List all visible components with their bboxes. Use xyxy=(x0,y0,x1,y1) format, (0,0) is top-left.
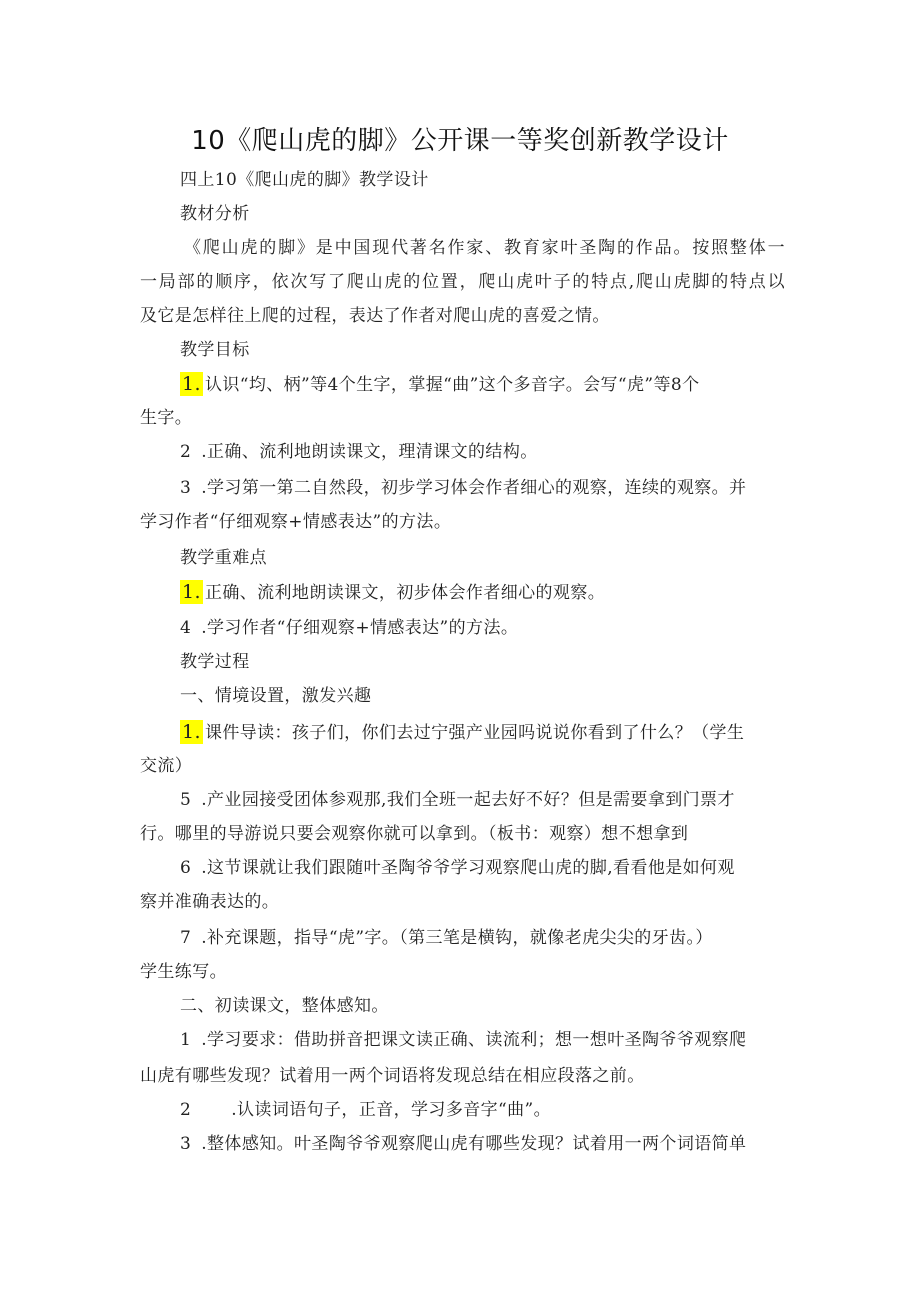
goal-text: .正确、流利地朗读课文，理清课文的结构。 xyxy=(201,442,538,462)
goal-text: .学习第一第二自然段，初步学习体会作者细心的观察，连续的观察。并 xyxy=(201,478,747,498)
reading-text: .认读词语句子，正音，学习多音字“曲”。 xyxy=(231,1100,552,1120)
heading-goals: 教学目标 xyxy=(180,340,250,360)
reading-item-2 xyxy=(180,1100,785,1120)
goal-text: 认识“均、柄”等4个生字，掌握“曲”这个多音字。会写“虎”等8个 xyxy=(204,375,700,395)
item-number: 2 xyxy=(180,442,192,462)
key-item-1 xyxy=(180,580,785,604)
document-title: 10《爬山虎的脚》公开课一等奖创新教学设计 xyxy=(191,126,729,156)
heading-analysis: 教材分析 xyxy=(180,204,250,224)
section-heading-2: 二、初读课文，整体感知。 xyxy=(180,996,389,1016)
process-text: 课件导读：孩子们，你们去过宁强产业园吗说说你看到了什么？（学生 xyxy=(204,723,745,743)
reading-item-1 xyxy=(180,1030,785,1050)
highlighted-number: 1. xyxy=(182,373,201,395)
section-heading-1: 一、情境设置，激发兴趣 xyxy=(180,686,372,706)
reading-text-cont: 山虎有哪些发现？试着用一两个词语将发现总结在相应段落之前。 xyxy=(140,1066,645,1086)
process-item-5 xyxy=(180,790,785,810)
analysis-paragraph-line: 《爬山虎的脚》是中国现代著名作家、教育家叶圣陶的作品。按照整体一 xyxy=(184,238,785,258)
analysis-paragraph-line: 及它是怎样往上爬的过程，表达了作者对爬山虎的喜爱之情。 xyxy=(140,306,610,326)
reading-text: .整体感知。叶圣陶爷爷观察爬山虎有哪些发现？试着用一两个词语简单 xyxy=(201,1134,747,1154)
goal-item-1 xyxy=(180,372,785,396)
goal-text-cont: 学习作者“仔细观察+情感表达”的方法。 xyxy=(140,512,452,532)
process-text-cont: 察并准确表达的。 xyxy=(140,892,280,912)
process-item-1 xyxy=(180,720,785,744)
heading-key-points: 教学重难点 xyxy=(180,548,267,568)
highlighted-number: 1. xyxy=(182,721,201,743)
reading-text: .学习要求：借助拼音把课文读正确、读流利；想一想叶圣陶爷爷观察爬 xyxy=(201,1030,747,1050)
item-number: 1 xyxy=(180,1030,192,1050)
item-number: 3 xyxy=(180,478,192,498)
analysis-paragraph-line: 一局部的顺序，依次写了爬山虎的位置，爬山虎叶子的特点,爬山虎脚的特点以 xyxy=(140,272,785,292)
goal-item-3 xyxy=(180,478,785,498)
process-text-cont: 交流） xyxy=(140,756,193,776)
subtitle: 四上10《爬山虎的脚》教学设计 xyxy=(180,170,429,190)
item-number: 5 xyxy=(180,790,192,810)
reading-item-3 xyxy=(180,1134,785,1154)
item-number: 4 xyxy=(180,618,192,638)
goal-item-2 xyxy=(180,442,785,462)
item-number: 7 xyxy=(180,928,192,948)
process-text: .产业园接受团体参观那,我们全班一起去好不好？但是需要拿到门票才 xyxy=(201,790,735,810)
process-text: .这节课就让我们跟随叶圣陶爷爷学习观察爬山虎的脚,看看他是如何观 xyxy=(201,858,735,878)
item-number: 6 xyxy=(180,858,192,878)
highlighted-number: 1. xyxy=(182,581,201,603)
key-text: .学习作者“仔细观察+情感表达”的方法。 xyxy=(201,618,519,638)
key-item-4 xyxy=(180,618,785,638)
goal-text-cont: 生字。 xyxy=(140,408,193,428)
item-number: 2 xyxy=(180,1100,192,1120)
process-item-7 xyxy=(180,928,785,948)
key-text: 正确、流利地朗读课文，初步体会作者细心的观察。 xyxy=(204,583,606,603)
process-item-6 xyxy=(180,858,785,878)
process-text-cont: 行。哪里的导游说只要会观察你就可以拿到。（板书：观察）想不想拿到 xyxy=(140,824,689,844)
process-text: .补充课题，指导“虎”字。（第三笔是横钩，就像老虎尖尖的牙齿。） xyxy=(201,928,713,948)
process-text-cont: 学生练写。 xyxy=(140,962,227,982)
item-number: 3 xyxy=(180,1134,192,1154)
heading-process: 教学过程 xyxy=(180,652,250,672)
